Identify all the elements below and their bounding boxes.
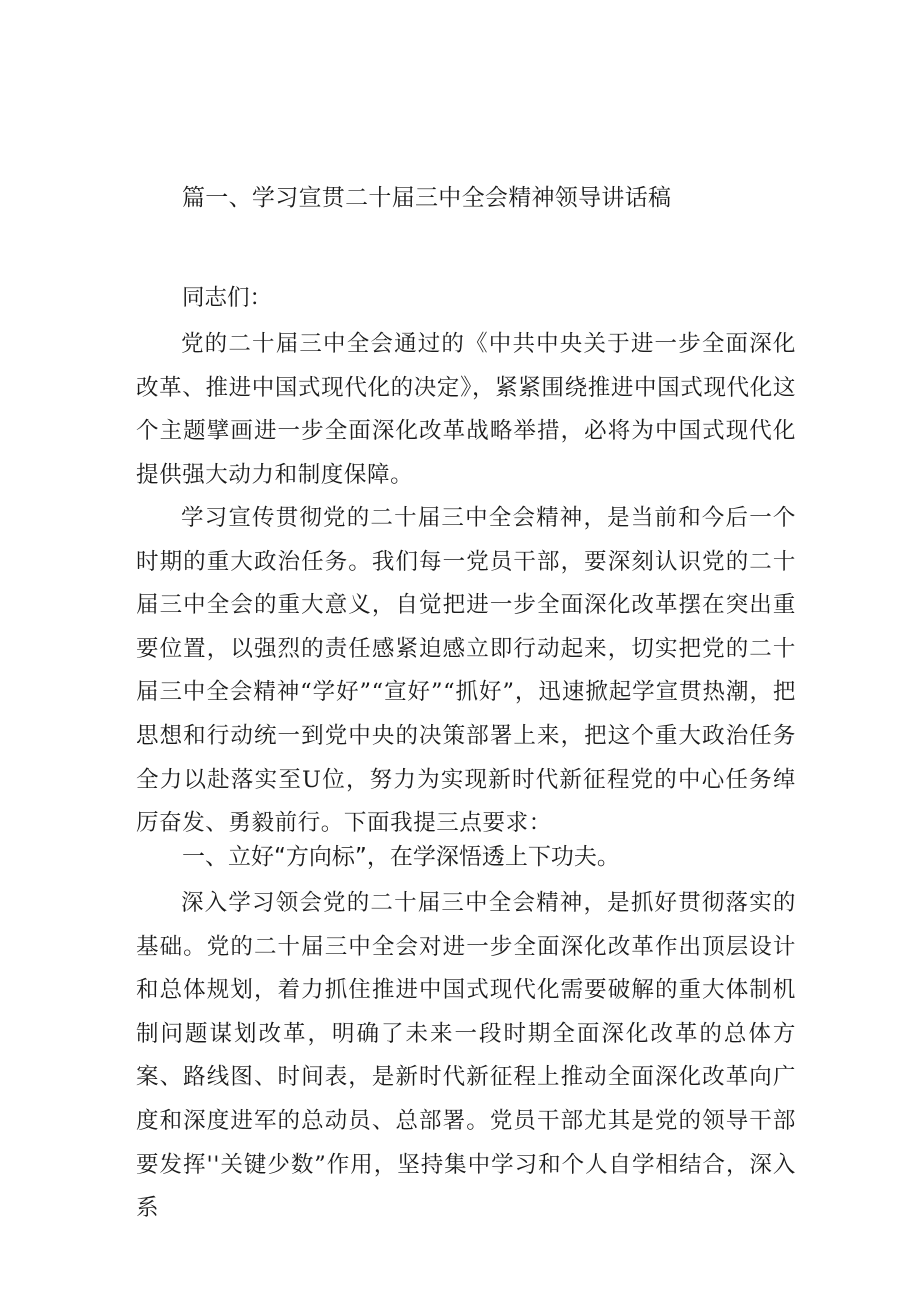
paragraph-2: 学习宣传贯彻党的二十届三中全会精神，是当前和今后一个时期的重大政治任务。我们每一党员干部，要深刻认识党的二十届三中全会的重大意义，自觉把进一步全面深化改革摆在突出重要位置，以强烈的责任感紧迫感立即行动起来，切实把党的二十届三中全会精神“学好”“宣好”“抓好”，迅速掀起学宣贯热潮，把思想和行动统一到党中央的决策部署上来，把这个重大政治任务全力以赴落实至U位，努力为实现新时代新征程党的中心任务绰厉奋发、勇毅前行。下面我提三点要求： (136, 505, 796, 837)
section-paragraph: 深入学习领会党的二十届三中全会精神，是抓好贯彻落实的基础。党的二十届三中全会对进一步全面深化改革作出顶层设计和总体规划，着力抓住推进中国式现代化需要破解的重大体制机制问题谋划改革，明确了未来一段时期全面深化改革的总体方案、路线图、时间表，是新时代新征程上推动全面深化改革向广度和深度进军的总动员、总部署。党员干部尤其是党的领导干部要发挥''关键少数”作用，坚持集中学习和个人自学相结合，深入系 (136, 890, 796, 1222)
document-title: 篇一、学习宣贯二十届三中全会精神领导讲话稿 (182, 185, 672, 211)
section-heading: 一、立好“方向标”，在学深悟透上下功夫。 (182, 844, 620, 870)
paragraph-1: 党的二十届三中全会通过的《中共中央关于进一步全面深化改革、推进中国式现代化的决定》，紧紧围绕推进中国式现代化这个主题擘画进一步全面深化改革战略举措，必将为中国式现代化提供强大动力和制度保障。 (136, 331, 796, 488)
salutation: 同志们： (182, 285, 273, 311)
